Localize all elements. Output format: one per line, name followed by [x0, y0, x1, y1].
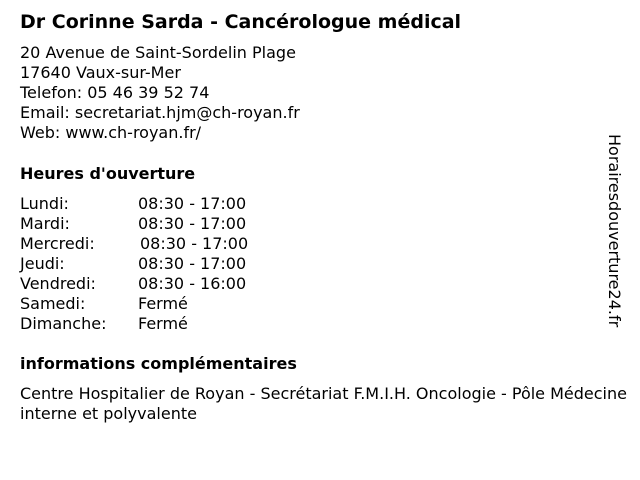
- hours-row-saturday: [20, 294, 320, 314]
- day-hours: Fermé: [138, 294, 188, 313]
- day-label: Lundi:: [20, 194, 69, 213]
- day-hours: 08:30 - 17:00: [140, 234, 249, 253]
- info-heading: informations complémentaires: [20, 354, 297, 373]
- hours-row-friday: [20, 274, 320, 294]
- day-hours: Fermé: [138, 314, 188, 333]
- page-title: Dr Corinne Sarda - Cancérologue médical: [20, 11, 462, 33]
- address-city: 17640 Vaux-sur-Mer: [20, 63, 181, 82]
- hours-table: [20, 194, 320, 334]
- day-label: Mercredi:: [20, 234, 95, 253]
- brand-watermark: Horairesdouverture24.fr: [605, 134, 624, 328]
- hours-heading: Heures d'ouverture: [20, 164, 196, 183]
- hours-row-monday: [20, 194, 320, 214]
- day-hours: 08:30 - 17:00: [138, 254, 247, 273]
- day-hours: 08:30 - 16:00: [138, 274, 247, 293]
- day-label: Samedi:: [20, 294, 86, 313]
- day-label: Dimanche:: [20, 314, 107, 333]
- day-label: Vendredi:: [20, 274, 96, 293]
- hours-row-thursday: [20, 254, 320, 274]
- day-hours: 08:30 - 17:00: [138, 214, 247, 233]
- day-label: Mardi:: [20, 214, 70, 233]
- phone-text: Telefon: 05 46 39 52 74: [20, 83, 210, 102]
- address-block: [20, 43, 300, 143]
- address-street: 20 Avenue de Saint-Sordelin Plage: [20, 43, 296, 62]
- hours-row-sunday: [20, 314, 320, 334]
- day-hours: 08:30 - 17:00: [138, 194, 247, 213]
- email-text: Email: secretariat.hjm@ch-royan.fr: [20, 103, 300, 122]
- day-label: Jeudi:: [20, 254, 65, 273]
- hours-row-wednesday: [20, 234, 320, 254]
- website-text: Web: www.ch-royan.fr/: [20, 123, 202, 142]
- hours-row-tuesday: [20, 214, 320, 234]
- info-description: Centre Hospitalier de Royan - Secrétariat F.M.I.H. Oncologie - Pôle Médecine interne et polyvalente: [20, 384, 627, 423]
